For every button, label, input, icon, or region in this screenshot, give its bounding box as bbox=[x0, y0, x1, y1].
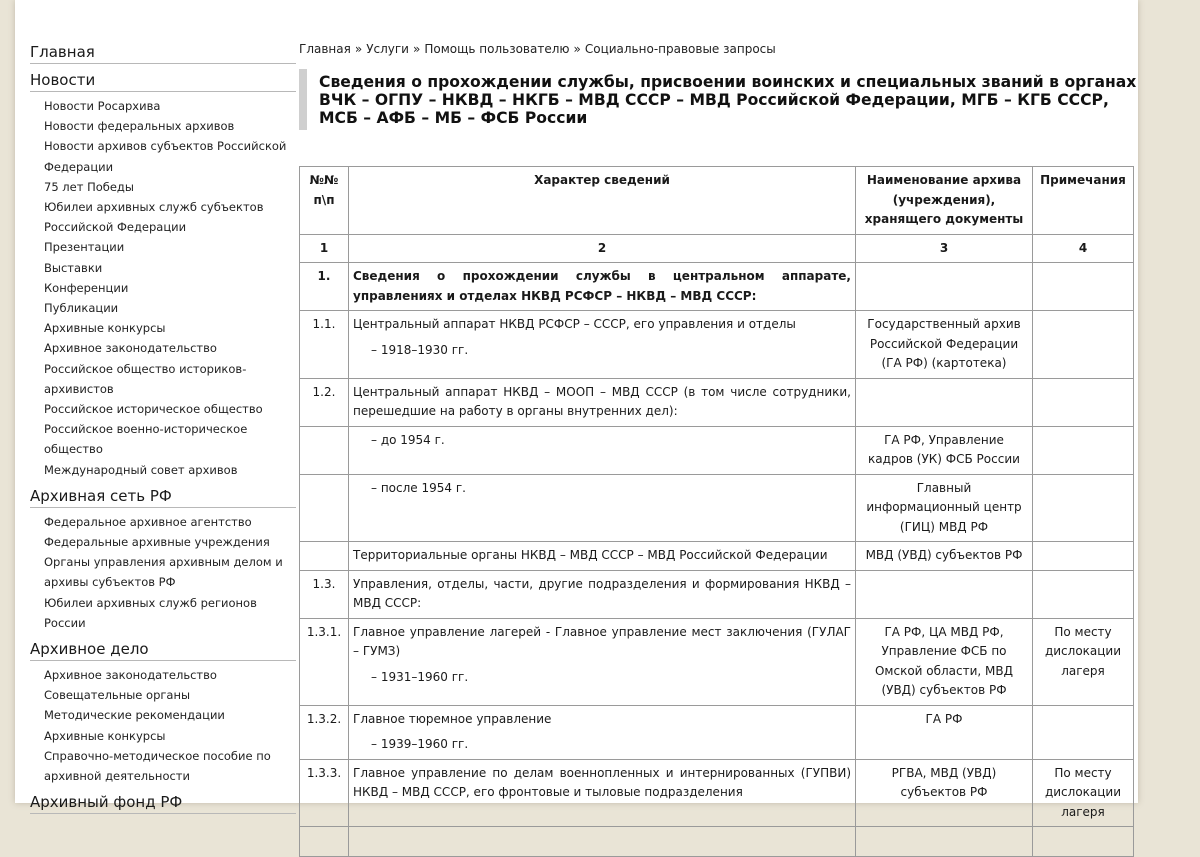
row-number-cell: 1.3. bbox=[300, 570, 349, 618]
sidebar-link[interactable]: Юбилеи архивных служб регионов России bbox=[44, 595, 257, 630]
sidebar-link[interactable]: Презентации bbox=[44, 240, 125, 255]
table-row bbox=[300, 827, 1134, 857]
sidebar-link[interactable]: Архивные конкурсы bbox=[44, 728, 166, 743]
sidebar-link[interactable]: Новости федеральных архивов bbox=[44, 119, 235, 134]
description-cell bbox=[349, 426, 856, 474]
description-cell bbox=[349, 759, 856, 827]
archive-link[interactable]: ГА РФ, Управление кадров (УК) ФСБ России bbox=[868, 432, 1020, 466]
archive-link[interactable]: РГВА, МВД (УВД) субъектов РФ bbox=[891, 765, 997, 799]
sidebar-section-title[interactable]: Архивное дело bbox=[30, 635, 296, 661]
table-row bbox=[300, 759, 1134, 827]
description-text: Территориальные органы НКВД – МВД СССР – МВД Российской Федерации bbox=[353, 548, 828, 562]
description-text: Управления, отделы, части, другие подразделения и формирования НКВД – МВД СССР: bbox=[353, 576, 851, 610]
sidebar-link[interactable]: Методические рекомендации bbox=[44, 708, 225, 723]
header-number: №№ п\п bbox=[300, 167, 349, 235]
breadcrumb-separator: » bbox=[354, 42, 363, 56]
row-number-cell bbox=[300, 827, 349, 857]
archive-cell bbox=[856, 759, 1033, 827]
note-cell bbox=[1033, 827, 1134, 857]
table-row bbox=[300, 426, 1134, 474]
breadcrumb bbox=[299, 42, 776, 56]
row-number-cell: 1.3.2. bbox=[300, 705, 349, 759]
date-range-text: – после 1954 г. bbox=[371, 480, 466, 495]
sidebar-link[interactable]: Федеральные архивные учреждения bbox=[44, 535, 270, 550]
note-cell bbox=[1033, 542, 1134, 571]
col-number-1: 1 bbox=[300, 234, 349, 263]
breadcrumb-link[interactable]: Услуги bbox=[366, 42, 409, 56]
note-cell: По месту дислокации лагеря bbox=[1033, 618, 1134, 705]
title-block bbox=[299, 69, 1141, 130]
sidebar-link[interactable]: Выставки bbox=[44, 260, 103, 275]
row-number-cell: 1.1. bbox=[300, 311, 349, 379]
note-cell bbox=[1033, 570, 1134, 618]
column-number-row bbox=[300, 234, 1134, 263]
description-cell bbox=[349, 618, 856, 705]
archive-cell bbox=[856, 705, 1033, 759]
table-row bbox=[300, 378, 1134, 426]
description-text: Главное управление лагерей - Главное управление мест заключения (ГУЛАГ – ГУМЗ) bbox=[353, 624, 851, 658]
archive-cell bbox=[856, 618, 1033, 705]
description-cell bbox=[349, 311, 856, 379]
description-text: Главное тюремное управление bbox=[353, 711, 552, 726]
table-row bbox=[300, 542, 1134, 571]
table-body bbox=[300, 263, 1134, 857]
sidebar-link[interactable]: Совещательные органы bbox=[44, 688, 191, 703]
breadcrumb-link[interactable]: Главная bbox=[299, 42, 351, 56]
sidebar-submenu bbox=[30, 92, 296, 480]
description-text: Центральный аппарат НКВД РСФСР – СССР, его управления и отделы bbox=[353, 317, 796, 331]
archive-cell bbox=[856, 311, 1033, 379]
sidebar-section-title[interactable]: Новости bbox=[30, 66, 296, 92]
row-number-cell: 1.3.3. bbox=[300, 759, 349, 827]
sidebar-link[interactable]: Международный совет архивов bbox=[44, 462, 238, 477]
sidebar-link[interactable]: Юбилеи архивных служб субъектов Российской Федерации bbox=[44, 200, 264, 235]
note-cell bbox=[1033, 426, 1134, 474]
sidebar-link[interactable]: Архивное законодательство bbox=[44, 341, 217, 356]
description-text: Сведения о прохождении службы в центральном аппарате, управлениях и отделах НКВД РСФСР – НКВД – МВД СССР: bbox=[353, 269, 851, 303]
sidebar-section-title[interactable]: Архивный фонд РФ bbox=[30, 788, 296, 814]
sidebar-link[interactable]: Российское военно-историческое общество bbox=[44, 422, 248, 457]
note-cell bbox=[1033, 474, 1134, 542]
row-number-cell: 1.2. bbox=[300, 378, 349, 426]
note-cell: По месту дислокации лагеря bbox=[1033, 759, 1134, 827]
date-range-text: – 1931–1960 гг. bbox=[371, 669, 469, 684]
description-cell bbox=[349, 378, 856, 426]
archive-link[interactable]: Главный информационный центр (ГИЦ) МВД РФ bbox=[866, 480, 1022, 534]
description-cell bbox=[349, 570, 856, 618]
sidebar-link[interactable]: Органы управления архивным делом и архивы субъектов РФ bbox=[44, 555, 283, 590]
page-title: Сведения о прохождении службы, присвоении воинских и специальных званий в органах ВЧК – ОГПУ – НКВД – НКГБ – МВД СССР – МВД Российской Федерации, МГБ – КГБ СССР, МСБ – АФБ – МБ – ФСБ России bbox=[319, 73, 1137, 127]
sidebar-link[interactable]: Публикации bbox=[44, 301, 119, 316]
row-number-cell bbox=[300, 426, 349, 474]
row-number-cell: 1. bbox=[300, 263, 349, 311]
breadcrumb-link[interactable]: Социально-правовые запросы bbox=[584, 42, 776, 56]
note-cell bbox=[1033, 705, 1134, 759]
archive-cell bbox=[856, 474, 1033, 542]
archive-link[interactable]: ГА РФ, ЦА МВД РФ, Управление ФСБ по Омской области, МВД (УВД) субъектов РФ bbox=[874, 624, 1014, 697]
sidebar-link[interactable]: Архивные конкурсы bbox=[44, 321, 166, 336]
date-range-text: – 1939–1960 гг. bbox=[371, 737, 469, 751]
archive-link[interactable]: МВД (УВД) субъектов РФ bbox=[865, 548, 1023, 562]
col-number-4: 4 bbox=[1033, 234, 1134, 263]
data-table bbox=[299, 166, 1134, 857]
description-cell bbox=[349, 542, 856, 571]
archive-cell bbox=[856, 542, 1033, 571]
sidebar-link[interactable]: Конференции bbox=[44, 280, 129, 295]
sidebar-section-title[interactable]: Архивная сеть РФ bbox=[30, 482, 296, 508]
description-cell bbox=[349, 705, 856, 759]
table-header-row bbox=[300, 167, 1134, 235]
row-number-cell bbox=[300, 542, 349, 571]
table-row bbox=[300, 618, 1134, 705]
sidebar-link[interactable]: Федеральное архивное агентство bbox=[44, 514, 252, 529]
sidebar-link[interactable]: Новости архивов субъектов Российской Федерации bbox=[44, 139, 287, 174]
table-row bbox=[300, 705, 1134, 759]
table-row bbox=[300, 570, 1134, 618]
archive-cell bbox=[856, 426, 1033, 474]
description-text: Главное управление по делам военнопленных и интернированных (ГУПВИ) НКВД – МВД СССР, его фронтовые и тыловые подразделения bbox=[353, 765, 851, 799]
archive-cell bbox=[856, 570, 1033, 618]
header-archive: Наименование архива (учреждения), хранящего документы bbox=[856, 167, 1033, 235]
date-range-text: – до 1954 г. bbox=[371, 432, 445, 447]
sidebar-link[interactable]: 75 лет Победы bbox=[44, 179, 134, 194]
sidebar-link[interactable]: Новости Росархива bbox=[44, 99, 161, 113]
archive-cell bbox=[856, 378, 1033, 426]
archive-link[interactable]: Государственный архив Российской Федерации (ГА РФ) (картотека) bbox=[867, 317, 1021, 370]
row-number-cell bbox=[300, 474, 349, 542]
col-number-2: 2 bbox=[349, 234, 856, 263]
sidebar-link[interactable]: Российское историческое общество bbox=[44, 402, 263, 417]
sidebar-nav bbox=[30, 38, 296, 814]
page bbox=[15, 0, 1138, 819]
breadcrumb-separator: » bbox=[573, 42, 581, 56]
description-cell bbox=[349, 474, 856, 542]
sidebar-link[interactable]: Российское общество историков-архивистов bbox=[44, 361, 247, 396]
header-description: Характер сведений bbox=[349, 167, 856, 235]
breadcrumb-separator: » bbox=[412, 42, 421, 56]
description-text: Центральный аппарат НКВД – МООП – МВД СССР (в том числе сотрудники, перешедшие на работу в органы внутренних дел): bbox=[353, 384, 851, 418]
row-number-cell: 1.3.1. bbox=[300, 618, 349, 705]
archive-cell bbox=[856, 263, 1033, 311]
header-notes: Примечания bbox=[1033, 167, 1134, 235]
table-row bbox=[300, 474, 1134, 542]
sidebar-link[interactable]: Архивное законодательство bbox=[44, 668, 217, 683]
note-cell bbox=[1033, 378, 1134, 426]
table-row bbox=[300, 263, 1134, 311]
archive-link[interactable]: ГА РФ bbox=[925, 711, 963, 726]
breadcrumb-link[interactable]: Помощь пользователю bbox=[424, 42, 570, 56]
table-row bbox=[300, 311, 1134, 379]
archive-cell bbox=[856, 827, 1033, 857]
sidebar-submenu bbox=[30, 661, 296, 786]
description-cell bbox=[349, 827, 856, 857]
col-number-3: 3 bbox=[856, 234, 1033, 263]
sidebar-link[interactable]: Справочно-методическое пособие по архивной деятельности bbox=[44, 748, 271, 784]
date-range-text: – 1918–1930 гг. bbox=[371, 342, 469, 357]
description-cell bbox=[349, 263, 856, 311]
sidebar-submenu bbox=[30, 508, 296, 633]
sidebar-section-title[interactable]: Главная bbox=[30, 38, 296, 64]
note-cell bbox=[1033, 311, 1134, 379]
note-cell bbox=[1033, 263, 1134, 311]
